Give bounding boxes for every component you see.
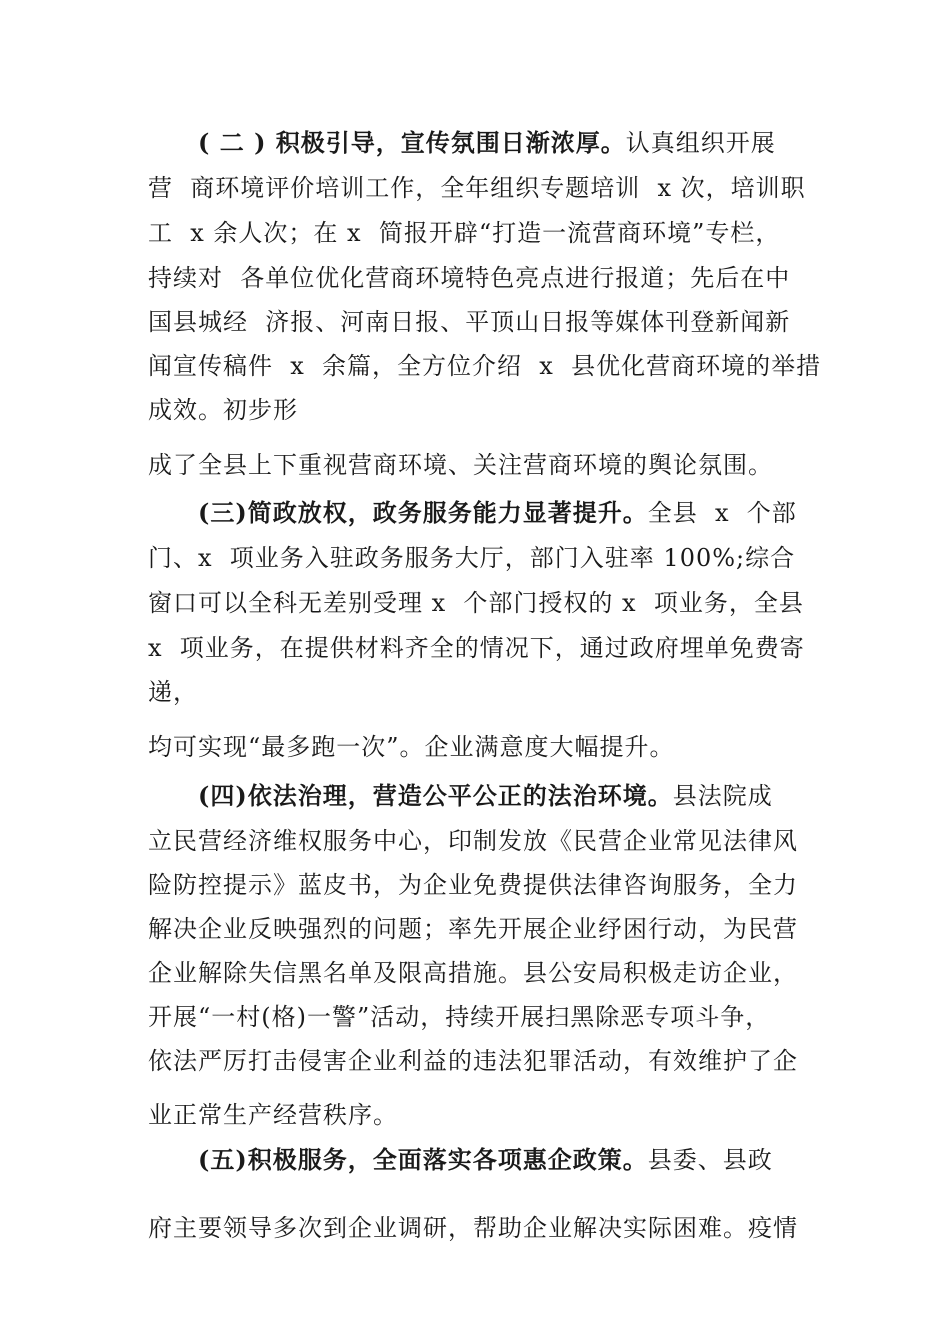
paragraph-line: 门、x 项业务入驻政务服务大厅，部门入驻率 100%;综合 (148, 544, 796, 572)
paragraph-text: 全县 x 个部 (647, 499, 797, 527)
paragraph-line: 立民营经济维权服务中心，印制发放《民营企业常见法律风 (148, 827, 798, 855)
paragraph-line: 均可实现“最多跑一次”。企业满意度大幅提升。 (148, 733, 675, 761)
paragraph-line: 府主要领导多次到企业调研，帮助企业解决实际困难。疫情 (148, 1214, 798, 1242)
paragraph-line: 成效。初步形 (148, 396, 298, 424)
paragraph-line: 持续对 各单位优化营商环境特色亮点进行报道；先后在中 (148, 264, 791, 292)
paragraph-line: 递， (148, 678, 198, 706)
paragraph-line (198, 1144, 773, 1176)
section-heading: (四)依法治理，营造公平公正的法治环境。 (198, 781, 673, 810)
paragraph-line (198, 497, 797, 529)
paragraph-line: x 项业务，在提供材料齐全的情况下，通过政府埋单免费寄 (148, 634, 805, 662)
paragraph-line: 工 x 余人次；在 x 简报开辟“打造一流营商环境”专栏， (148, 219, 781, 247)
paragraph-line: 解决企业反映强烈的问题；率先开展企业纾困行动，为民营 (148, 915, 798, 943)
paragraph-text: 县法院成 (672, 782, 773, 810)
paragraph-line: 成了全县上下重视营商环境、关注营商环境的舆论氛围。 (148, 451, 773, 479)
paragraph-line: 业正常生产经营秩序。 (148, 1101, 398, 1129)
paragraph-text: 认真组织开展 (625, 129, 776, 157)
paragraph-line: 国县城经 济报、河南日报、平顶山日报等媒体刊登新闻新 (148, 308, 791, 336)
paragraph-line (198, 127, 776, 159)
paragraph-line (198, 780, 773, 812)
paragraph-line: 企业解除失信黑名单及限高措施。县公安局积极走访企业， (148, 959, 798, 987)
paragraph-line: 窗口可以全科无差别受理 x 个部门授权的 x 项业务，全县 (148, 589, 804, 617)
paragraph-line: 闻宣传稿件 x 余篇，全方位介绍 x 县优化营商环境的举措 (148, 352, 822, 380)
section-heading: (五)积极服务，全面落实各项惠企政策。 (198, 1145, 648, 1174)
paragraph-line: 营 商环境评价培训工作，全年组织专题培训 x 次，培训职 (148, 174, 806, 202)
paragraph-line: 开展“一村(格)一警”活动，持续开展扫黑除恶专项斗争， (148, 1003, 771, 1031)
paragraph-line: 依法严厉打击侵害企业利益的违法犯罪活动，有效维护了企 (148, 1047, 798, 1075)
section-heading: (三)简政放权，政务服务能力显著提升。 (198, 498, 648, 527)
paragraph-text: 县委、县政 (647, 1146, 773, 1174)
section-heading: ( 二 ) 积极引导，宣传氛围日渐浓厚。 (198, 128, 626, 157)
paragraph-line: 险防控提示》蓝皮书，为企业免费提供法律咨询服务，全力 (148, 871, 798, 899)
